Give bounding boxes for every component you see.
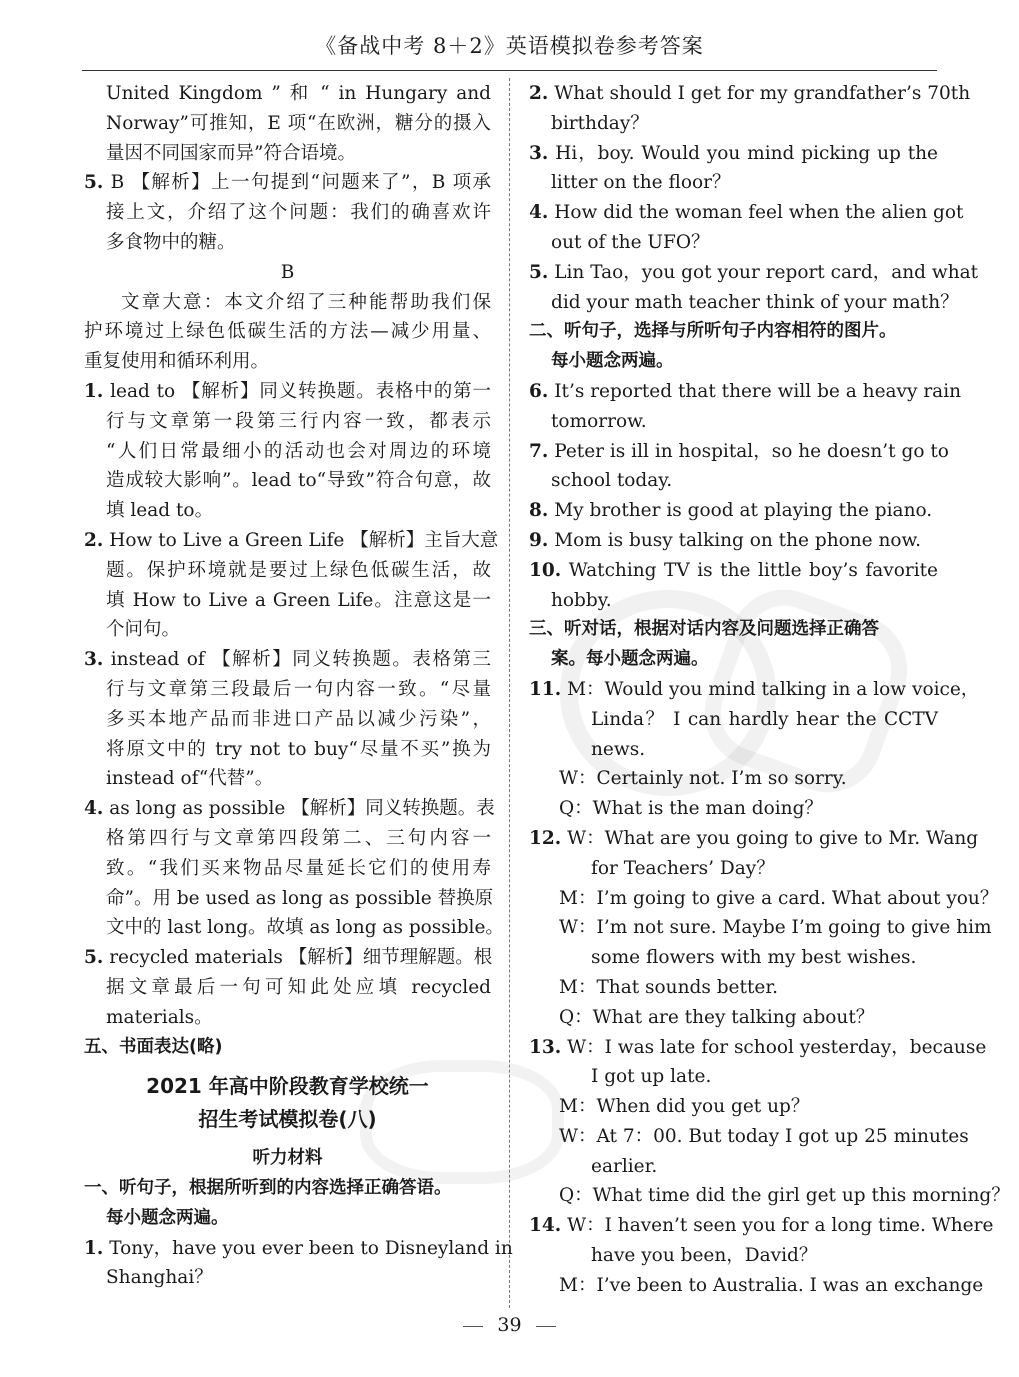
line-text: 接上文，介绍了这个问题：我们的确喜欢许: [106, 202, 491, 224]
line-text: 重复使用和循环利用。: [84, 351, 270, 373]
text-line: [529, 288, 959, 318]
text-line: [529, 913, 992, 943]
text-line: [84, 407, 491, 437]
text-line: [529, 1033, 987, 1063]
item-number: 10.: [529, 559, 562, 581]
left-column-lines: [84, 79, 504, 1062]
text-line: [84, 1033, 491, 1063]
line-text: M：That sounds better.: [559, 976, 779, 998]
text-line: [84, 317, 491, 347]
text-line: [529, 586, 938, 616]
text-line: [529, 437, 949, 467]
text-line: [84, 794, 495, 824]
text-line: [529, 645, 938, 675]
line-text: 格第四行与文章第四段第二、三句内容一: [106, 827, 491, 849]
line-text: out of the UFO？: [551, 231, 710, 253]
line-text: hobby.: [551, 589, 612, 611]
text-line: [529, 1152, 938, 1182]
text-line: [84, 705, 491, 735]
line-text: M：Would you mind talking in a low voice，: [567, 678, 980, 700]
item-number: 8.: [529, 500, 549, 522]
page-number-value: 39: [497, 1314, 522, 1336]
text-line: [84, 496, 491, 526]
line-text: W：I’m not sure. Maybe I’m going to give him: [559, 917, 992, 939]
line-text: 个问句。: [106, 619, 181, 641]
text-line: [84, 943, 491, 973]
text-line: [529, 735, 938, 765]
text-line: [529, 1092, 938, 1122]
line-text: Q：What time did the girl get up this morning？: [559, 1185, 1010, 1207]
item-number: 2.: [529, 83, 549, 104]
header-rule: [82, 70, 937, 71]
line-text: Q：What are they talking about？: [559, 1006, 875, 1028]
right-column: [529, 79, 1010, 1301]
line-text: M：I’ve been to Australia. I was an exchange: [559, 1274, 984, 1296]
text-line: [84, 556, 491, 586]
line-text: Watching TV is the little boy’s favorite: [568, 559, 938, 581]
text-line: [529, 1003, 938, 1033]
text-line: [529, 973, 938, 1003]
text-line: [84, 1204, 491, 1234]
text-line: [529, 1062, 938, 1092]
text-line: [84, 168, 491, 198]
text-line: [84, 854, 491, 884]
line-text: B 【解析】上一句提到“问题来了”，B 项承: [110, 172, 491, 194]
text-line: [529, 1122, 969, 1152]
text-line: [529, 884, 999, 914]
text-line: [84, 615, 491, 645]
text-line: [84, 79, 491, 109]
left-column: [84, 79, 513, 1293]
line-text: 文中的 last long。故填 as long as possible。: [106, 917, 504, 939]
item-number: 3.: [84, 649, 104, 671]
line-text: W：Certainly not. I’m so sorry.: [559, 768, 847, 790]
text-line: [84, 586, 491, 616]
line-text: I got up late.: [591, 1066, 712, 1088]
text-line: [84, 735, 491, 765]
line-text: My brother is good at playing the piano.: [554, 500, 933, 522]
line-text: news.: [591, 738, 646, 760]
line-text: 将原文中的 try not to buy“尽量不买”换为: [106, 738, 491, 760]
item-number: 3.: [529, 142, 549, 164]
line-text: 三、听对话，根据对话内容及问题选择正确答: [529, 619, 879, 640]
item-number: 13.: [529, 1036, 562, 1058]
line-text: It’s reported that there will be a heavy rain: [554, 380, 962, 402]
line-text: 命”。用 be used as long as possible 替换原: [106, 887, 494, 909]
line-text: 量因不同国家而异”符合语境。: [106, 142, 356, 164]
text-line: [529, 258, 979, 288]
line-text: 多买本地产品而非进口产品以减少污染”，: [106, 708, 491, 730]
text-line: [529, 198, 964, 228]
line-text: W：At 7：00. But today I got up 25 minutes: [559, 1125, 969, 1147]
text-line: [529, 1271, 984, 1301]
exam-title-line-2: 招生考试模拟卷(八): [198, 1107, 377, 1132]
text-line: [529, 228, 938, 258]
line-text: tomorrow.: [551, 410, 647, 432]
text-line: [529, 377, 962, 407]
line-text: Q：What is the man doing？: [559, 798, 823, 820]
line-text: How to Live a Green Life 【解析】主旨大意: [109, 529, 499, 551]
line-text: instead of“代替”。: [106, 768, 274, 790]
text-line: [84, 258, 491, 288]
line-text: did your math teacher think of your math？: [551, 291, 959, 313]
line-text: litter on the floor？: [551, 172, 731, 194]
text-line: [529, 1211, 994, 1241]
line-text: M：When did you get up？: [559, 1096, 810, 1118]
page-header-title: 《备战中考 8＋2》英语模拟卷参考答案: [315, 34, 704, 58]
item-number: 14.: [529, 1215, 562, 1237]
line-text: Peter is ill in hospital，so he doesn’t go to: [554, 440, 949, 462]
item-number: 5.: [84, 172, 104, 194]
line-text: Norway”可推知，E 项“在欧洲，糖分的摄入: [106, 112, 491, 134]
text-line: [84, 824, 491, 854]
text-line: [84, 377, 491, 407]
line-text: materials。: [106, 1006, 213, 1028]
text-line: [84, 139, 491, 169]
line-text: 填 How to Live a Green Life。注意这是一: [106, 589, 491, 611]
text-line: [529, 764, 938, 794]
column-divider: [509, 78, 510, 1308]
line-text: 造成较大影响”。lead to“导致”符合句意，故: [106, 470, 491, 492]
line-text: 五、书面表达(略): [84, 1036, 223, 1057]
line-text: have you been，David？: [591, 1245, 818, 1267]
item-number: 9.: [529, 529, 549, 551]
text-line: [84, 1234, 513, 1264]
text-line: [529, 556, 938, 586]
line-text: Linda？ I can hardly hear the CCTV: [591, 708, 938, 730]
line-text: M：I’m going to give a card. What about you？: [559, 887, 999, 909]
text-line: [84, 913, 504, 943]
text-line: [84, 1263, 491, 1293]
text-line: [84, 109, 491, 139]
page-number: [0, 1314, 1019, 1336]
line-text: 二、听句子，选择与所听句子内容相符的图片。: [529, 321, 897, 342]
line-text: 行与文章第一段第三行内容一致，都表示: [106, 410, 491, 432]
line-text: 每小题念两遍。: [106, 1207, 229, 1228]
line-text: school today.: [551, 470, 673, 492]
text-line: [84, 675, 491, 705]
text-line: [529, 705, 938, 735]
item-number: 11.: [529, 678, 562, 700]
line-text: B: [280, 261, 295, 283]
text-line: [529, 139, 938, 169]
line-text: 护环境过上绿色低碳生活的方法—减少用量、: [84, 321, 491, 343]
text-line: [529, 496, 938, 526]
line-text: lead to 【解析】同义转换题。表格中的第一: [110, 380, 491, 402]
line-text: What should I get for my grandfather’s 70th: [554, 83, 971, 104]
text-line: [84, 347, 491, 377]
line-text: 题。保护环境就是要过上绿色低碳生活，故: [106, 559, 491, 581]
line-text: 一、听句子，根据所听到的内容选择正确答语。: [84, 1178, 452, 1199]
item-number: 12.: [529, 827, 562, 849]
line-text: How did the woman feel when the alien got: [554, 202, 964, 224]
line-text: birthday？: [551, 112, 649, 134]
text-line: [529, 824, 979, 854]
line-text: some flowers with my best wishes.: [591, 947, 917, 969]
line-text: United Kingdom ” 和 “ in Hungary and: [106, 83, 491, 104]
text-line: [84, 973, 491, 1003]
line-text: 文章大意：本文介绍了三种能帮助我们保: [121, 291, 491, 313]
item-number: 4.: [529, 202, 549, 224]
text-line: [84, 288, 491, 318]
text-line: [529, 1241, 938, 1271]
line-text: Hi，boy. Would you mind picking up the: [555, 142, 938, 164]
line-text: W：What are you going to give to Mr. Wang: [567, 827, 979, 849]
text-line: [529, 109, 938, 139]
text-line: [84, 526, 499, 556]
line-text: 填 lead to。: [106, 500, 214, 522]
text-line: [529, 854, 938, 884]
text-line: [529, 1181, 1010, 1211]
text-line: [529, 675, 980, 705]
line-text: as long as possible 【解析】同义转换题。表: [109, 798, 495, 820]
item-number: 2.: [84, 529, 104, 551]
exam-title-line-1: 2021 年高中阶段教育学校统一: [146, 1074, 429, 1099]
line-text: 行与文章第三段最后一句内容一致。“尽量: [106, 678, 491, 700]
text-line: [529, 79, 971, 109]
line-text: recycled materials 【解析】细节理解题。根: [109, 947, 493, 969]
text-line: [84, 466, 491, 496]
line-text: instead of 【解析】同义转换题。表格第三: [110, 649, 492, 671]
line-text: W：I was late for school yesterday，because: [567, 1036, 987, 1058]
item-number: 6.: [529, 380, 549, 402]
text-line: [529, 526, 938, 556]
text-line: [84, 764, 491, 794]
text-line: [84, 1174, 491, 1204]
item-number: 1.: [84, 1237, 104, 1259]
text-line: [529, 794, 938, 824]
text-line: [84, 437, 491, 467]
text-line: [529, 407, 938, 437]
line-text: “人们日常最细小的活动也会对周边的环境: [106, 440, 491, 462]
line-text: Tony，have you ever been to Disneyland in: [109, 1237, 513, 1259]
text-line: [529, 943, 938, 973]
item-number: 1.: [84, 380, 104, 402]
line-text: Mom is busy talking on the phone now.: [554, 529, 922, 551]
left-column-after-lines: [84, 1174, 513, 1293]
line-text: Shanghai？: [106, 1267, 213, 1289]
text-line: [529, 168, 938, 198]
line-text: Lin Tao，you got your report card，and what: [554, 261, 979, 283]
text-line: [84, 884, 494, 914]
text-line: [84, 645, 491, 675]
text-line: [529, 615, 938, 645]
line-text: 致。“我们买来物品尽量延长它们的使用寿: [106, 857, 491, 879]
text-line: [84, 1003, 491, 1033]
line-text: 每小题念两遍。: [551, 351, 674, 372]
line-text: 多食物中的糖。: [106, 231, 236, 253]
line-text: 案。每小题念两遍。: [551, 649, 709, 670]
text-line: [84, 228, 491, 258]
text-line: [529, 347, 938, 377]
item-number: 4.: [84, 798, 104, 820]
text-line: [84, 198, 491, 228]
item-number: 5.: [529, 261, 549, 283]
line-text: for Teachers’ Day？: [591, 857, 775, 879]
right-column-lines: [529, 79, 1010, 1301]
item-number: 7.: [529, 440, 549, 462]
line-text: 据文章最后一句可知此处应填 recycled: [106, 976, 491, 998]
line-text: W：I haven’t seen you for a long time. Where: [567, 1215, 994, 1237]
item-number: 5.: [84, 947, 104, 969]
text-line: [529, 317, 938, 347]
text-line: [529, 466, 938, 496]
line-text: earlier.: [591, 1155, 658, 1177]
listening-heading: 听力材料: [252, 1148, 323, 1169]
